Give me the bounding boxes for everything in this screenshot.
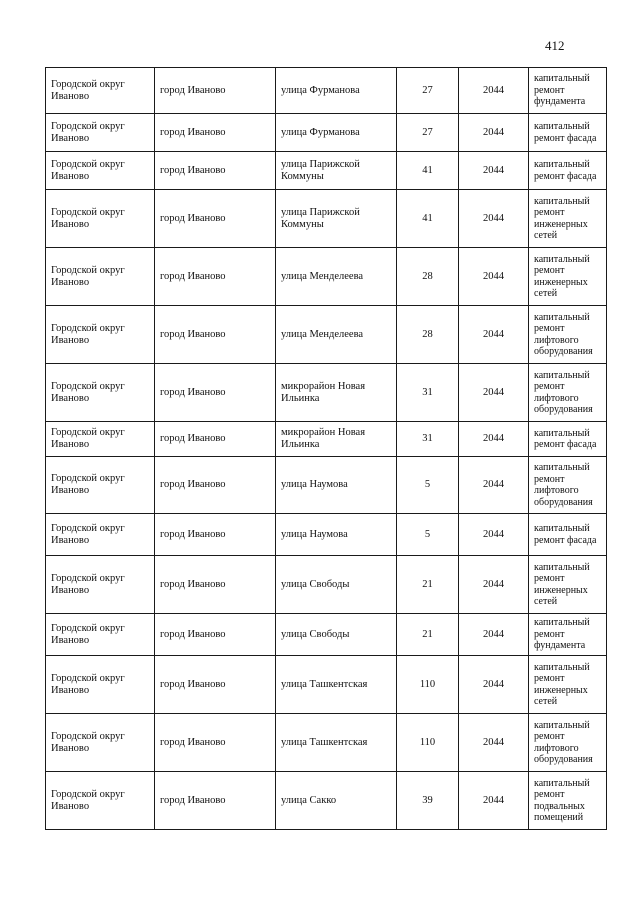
registry-table-body [46,68,607,830]
cell-street: улица Фурманова [276,68,397,114]
cell-year: 2044 [459,248,529,306]
cell-okrug: Городской округ Иваново [46,114,155,152]
table-row [46,68,607,114]
cell-house-number: 21 [397,614,459,656]
cell-city: город Иваново [155,152,276,190]
cell-work-type: капитальный ремонт фасада [529,514,607,556]
cell-house-number: 31 [397,364,459,422]
page-number: 412 [545,38,565,53]
table-row [46,114,607,152]
cell-year: 2044 [459,614,529,656]
table-row [46,772,607,830]
cell-okrug: Городской округ Иваново [46,190,155,248]
cell-street: улица Свободы [276,556,397,614]
table-row [46,306,607,364]
table-row [46,248,607,306]
table-row [46,556,607,614]
cell-house-number: 39 [397,772,459,830]
cell-street: улица Наумова [276,457,397,514]
cell-work-type: капитальный ремонт лифтового оборудования [529,714,607,772]
cell-work-type: капитальный ремонт инженерных сетей [529,248,607,306]
cell-year: 2044 [459,364,529,422]
cell-house-number: 28 [397,306,459,364]
cell-year: 2044 [459,714,529,772]
cell-okrug: Городской округ Иваново [46,152,155,190]
cell-okrug: Городской округ Иваново [46,556,155,614]
cell-okrug: Городской округ Иваново [46,614,155,656]
cell-year: 2044 [459,306,529,364]
cell-city: город Иваново [155,190,276,248]
cell-city: город Иваново [155,114,276,152]
table-row [46,152,607,190]
cell-year: 2044 [459,514,529,556]
cell-street: улица Фурманова [276,114,397,152]
cell-street: микрорайон Новая Ильинка [276,422,397,457]
cell-city: город Иваново [155,364,276,422]
cell-street: улица Ташкентская [276,714,397,772]
cell-year: 2044 [459,422,529,457]
cell-okrug: Городской округ Иваново [46,422,155,457]
cell-street: улица Свободы [276,614,397,656]
cell-okrug: Городской округ Иваново [46,68,155,114]
table-row [46,656,607,714]
cell-year: 2044 [459,772,529,830]
cell-house-number: 27 [397,68,459,114]
cell-house-number: 5 [397,457,459,514]
cell-okrug: Городской округ Иваново [46,248,155,306]
table-row [46,714,607,772]
cell-city: город Иваново [155,306,276,364]
table-row [46,514,607,556]
cell-okrug: Городской округ Иваново [46,306,155,364]
cell-year: 2044 [459,190,529,248]
cell-year: 2044 [459,656,529,714]
cell-work-type: капитальный ремонт фасада [529,114,607,152]
cell-street: улица Менделеева [276,306,397,364]
cell-street: улица Наумова [276,514,397,556]
cell-city: город Иваново [155,514,276,556]
cell-work-type: капитальный ремонт инженерных сетей [529,190,607,248]
cell-year: 2044 [459,457,529,514]
cell-work-type: капитальный ремонт подвальных помещений [529,772,607,830]
cell-work-type: капитальный ремонт лифтового оборудования [529,306,607,364]
cell-okrug: Городской округ Иваново [46,772,155,830]
cell-house-number: 41 [397,152,459,190]
cell-city: город Иваново [155,556,276,614]
cell-house-number: 21 [397,556,459,614]
cell-street: улица Парижской Коммуны [276,190,397,248]
cell-house-number: 41 [397,190,459,248]
cell-house-number: 27 [397,114,459,152]
table-row [46,614,607,656]
cell-house-number: 28 [397,248,459,306]
cell-year: 2044 [459,152,529,190]
cell-city: город Иваново [155,457,276,514]
cell-city: город Иваново [155,422,276,457]
table-row [46,422,607,457]
cell-okrug: Городской округ Иваново [46,514,155,556]
cell-okrug: Городской округ Иваново [46,364,155,422]
cell-year: 2044 [459,68,529,114]
cell-house-number: 110 [397,714,459,772]
cell-city: город Иваново [155,656,276,714]
cell-street: улица Менделеева [276,248,397,306]
cell-city: город Иваново [155,248,276,306]
cell-street: микрорайон Новая Ильинка [276,364,397,422]
registry-table [45,67,607,830]
cell-okrug: Городской округ Иваново [46,714,155,772]
cell-street: улица Ташкентская [276,656,397,714]
table-row [46,457,607,514]
table-row [46,364,607,422]
cell-work-type: капитальный ремонт фундамента [529,614,607,656]
cell-city: город Иваново [155,614,276,656]
cell-street: улица Парижской Коммуны [276,152,397,190]
cell-work-type: капитальный ремонт фасада [529,422,607,457]
cell-year: 2044 [459,556,529,614]
cell-work-type: капитальный ремонт фасада [529,152,607,190]
cell-work-type: капитальный ремонт фундамента [529,68,607,114]
cell-city: город Иваново [155,714,276,772]
cell-house-number: 110 [397,656,459,714]
cell-year: 2044 [459,114,529,152]
cell-work-type: капитальный ремонт лифтового оборудования [529,364,607,422]
cell-house-number: 5 [397,514,459,556]
cell-city: город Иваново [155,772,276,830]
table-row [46,190,607,248]
cell-okrug: Городской округ Иваново [46,656,155,714]
cell-street: улица Сакко [276,772,397,830]
cell-work-type: капитальный ремонт инженерных сетей [529,656,607,714]
cell-city: город Иваново [155,68,276,114]
cell-work-type: капитальный ремонт лифтового оборудования [529,457,607,514]
cell-house-number: 31 [397,422,459,457]
cell-work-type: капитальный ремонт инженерных сетей [529,556,607,614]
cell-okrug: Городской округ Иваново [46,457,155,514]
